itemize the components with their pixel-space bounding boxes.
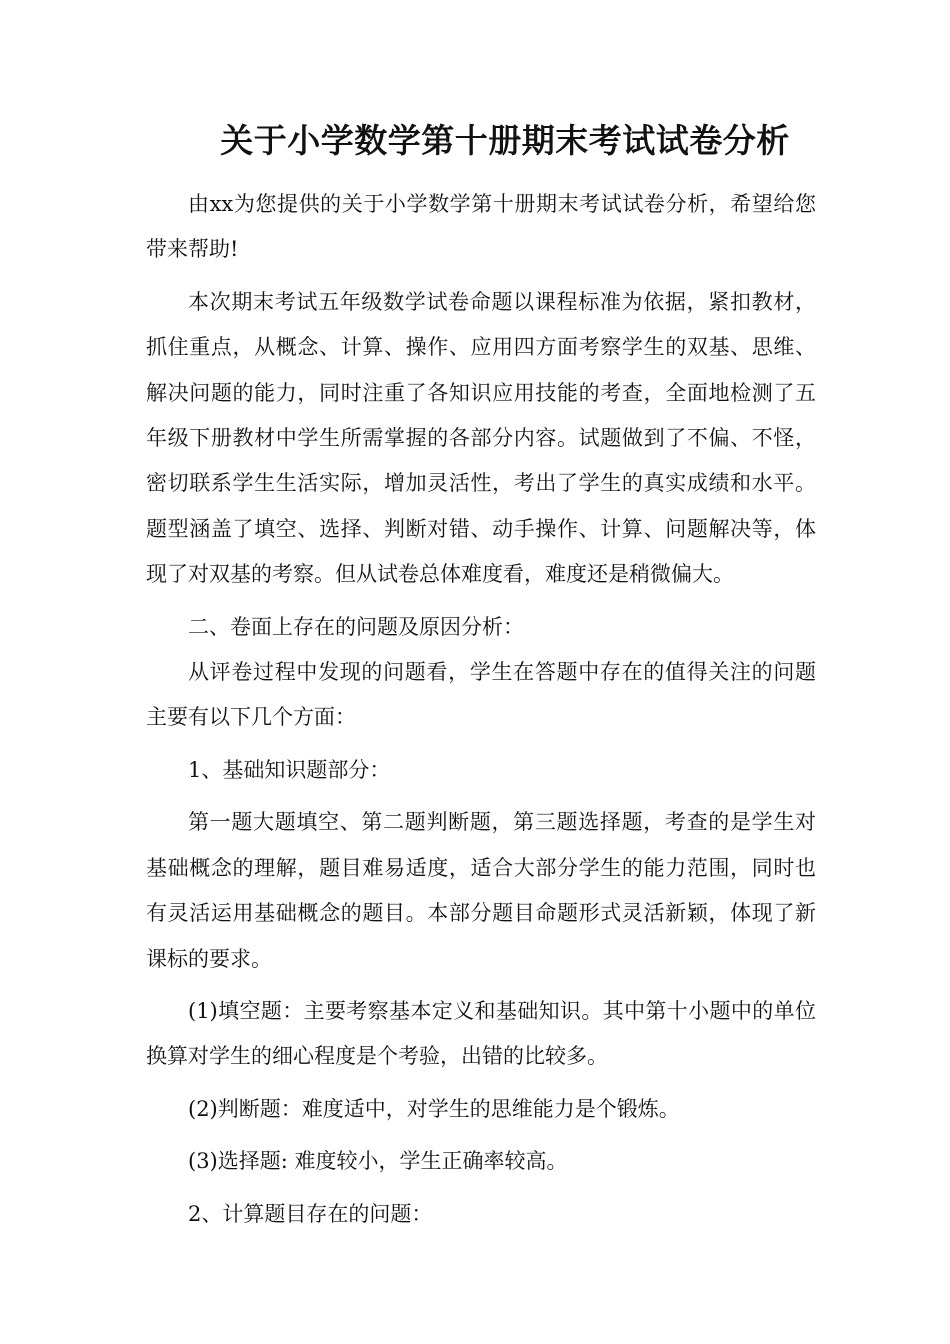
paragraph-intro: 由xx为您提供的关于小学数学第十册期末考试试卷分析，希望给您带来帮助! <box>146 192 816 262</box>
subsection-heading-calculation: 2、计算题目存在的问题： <box>188 1201 433 1226</box>
document-title: 关于小学数学第十册期末考试试卷分析 <box>220 121 790 160</box>
document-body <box>146 182 816 1237</box>
subsection-heading-basics: 1、基础知识题部分： <box>188 757 391 782</box>
paragraph-multiple-choice: (3)选择题: 难度较小，学生正确率较高。 <box>188 1149 568 1174</box>
paragraph-problems-intro: 从评卷过程中发现的问题看，学生在答题中存在的值得关注的问题主要有以下几个方面： <box>146 660 816 730</box>
paragraph-true-false: (2)判断题：难度适中，对学生的思维能力是个锻炼。 <box>188 1096 680 1121</box>
section-heading-problems: 二、卷面上存在的问题及原因分析： <box>188 614 524 639</box>
paragraph-overview: 本次期末考试五年级数学试卷命题以课程标准为依据，紧扣教材，抓住重点，从概念、计算、操作、应用四方面考察学生的双基、思维、解决问题的能力，同时注重了各知识应用技能的考查，全面地检测了五年级下册教材中学生所需掌握的各部分内容。试题做到了不偏、不怪，密切联系学生生活实际，增加灵活性，考出了学生的真实成绩和水平。题型涵盖了填空、选择、判断对错、动手操作、计算、问题解决等，体现了对双基的考察。但从试卷总体难度看，难度还是稍微偏大。 <box>146 289 816 587</box>
paragraph-fill-in: (1)填空题：主要考察基本定义和基础知识。其中第十小题中的单位换算对学生的细心程度是个考验，出错的比较多。 <box>146 998 816 1069</box>
paragraph-basics: 第一题大题填空、第二题判断题，第三题选择题，考查的是学生对基础概念的理解，题目难易适度，适合大部分学生的能力范围，同时也有灵活运用基础概念的题目。本部分题目命题形式灵活新颖，体现了新课标的要求。 <box>146 810 816 971</box>
